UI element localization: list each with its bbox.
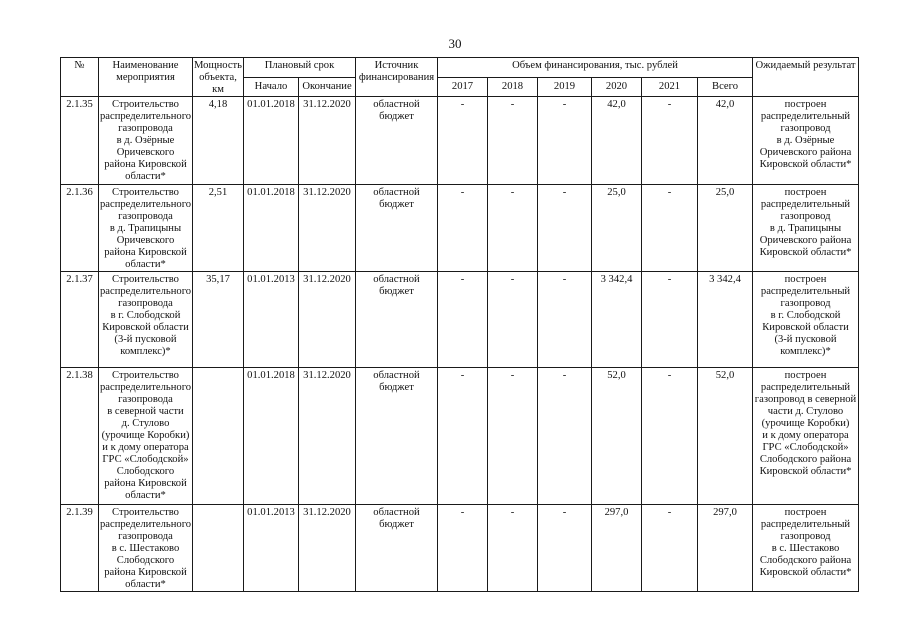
header-capacity: Мощность объекта, км [193, 58, 244, 97]
cell-start-date: 01.01.2018 [244, 97, 299, 185]
cell-number: 2.1.35 [61, 97, 99, 185]
cell-source: областной бюджет [356, 272, 438, 368]
page-number: 30 [448, 36, 462, 51]
cell-name: Строительство распределительного газопровода в г. Слободской Кировской области (3-й пусковой комплекс)* [99, 272, 193, 368]
table-row [61, 185, 859, 272]
cell-2021: - [642, 505, 698, 592]
cell-2019: - [538, 505, 592, 592]
cell-2017: - [438, 505, 488, 592]
cell-2021: - [642, 185, 698, 272]
cell-end-date: 31.12.2020 [299, 368, 356, 505]
cell-result: построен распределительный газопровод в г. Слободской Кировской области (3-й пусковой комплекс)* [753, 272, 859, 368]
cell-start-date: 01.01.2013 [244, 505, 299, 592]
cell-source: областной бюджет [356, 185, 438, 272]
header-end-date: Окончание [299, 78, 356, 97]
cell-2017: - [438, 97, 488, 185]
cell-number: 2.1.38 [61, 368, 99, 505]
cell-number: 2.1.37 [61, 272, 99, 368]
table-row [61, 97, 859, 185]
cell-2019: - [538, 368, 592, 505]
table-row [61, 505, 859, 592]
cell-source: областной бюджет [356, 505, 438, 592]
cell-end-date: 31.12.2020 [299, 505, 356, 592]
cell-result: построен распределительный газопровод в с. Шестаково Слободского района Кировской области* [753, 505, 859, 592]
table-header [61, 58, 859, 97]
cell-2017: - [438, 272, 488, 368]
header-source: Источник финансирования [356, 58, 438, 97]
cell-total: 52,0 [698, 368, 753, 505]
cell-2018: - [488, 185, 538, 272]
cell-2020: 25,0 [592, 185, 642, 272]
cell-total: 42,0 [698, 97, 753, 185]
cell-2020: 297,0 [592, 505, 642, 592]
cell-2020: 42,0 [592, 97, 642, 185]
cell-name: Строительство распределительного газопровода в д. Трапицыны Оричевского района Кировской области* [99, 185, 193, 272]
cell-source: областной бюджет [356, 97, 438, 185]
cell-2019: - [538, 272, 592, 368]
cell-number: 2.1.36 [61, 185, 99, 272]
cell-number: 2.1.39 [61, 505, 99, 592]
header-start-date: Начало [244, 78, 299, 97]
cell-capacity [193, 505, 244, 592]
cell-capacity: 2,51 [193, 185, 244, 272]
cell-2017: - [438, 368, 488, 505]
header-total: Всего [698, 78, 753, 97]
cell-2019: - [538, 185, 592, 272]
header-year-2018: 2018 [488, 78, 538, 97]
cell-start-date: 01.01.2018 [244, 368, 299, 505]
header-year-2019: 2019 [538, 78, 592, 97]
cell-result: построен распределительный газопровод в северной части д. Стулово (урочище Коробки) и к дому оператора ГРС «Слободской» Слободского района Кировской области* [753, 368, 859, 505]
table-body [61, 97, 859, 592]
header-year-2017: 2017 [438, 78, 488, 97]
header-year-2020: 2020 [592, 78, 642, 97]
table-row [61, 368, 859, 505]
header-year-2021: 2021 [642, 78, 698, 97]
table-row [61, 272, 859, 368]
cell-source: областной бюджет [356, 368, 438, 505]
cell-2019: - [538, 97, 592, 185]
cell-2020: 52,0 [592, 368, 642, 505]
cell-2017: - [438, 185, 488, 272]
cell-name: Строительство распределительного газопровода в д. Озёрные Оричевского района Кировской области* [99, 97, 193, 185]
cell-total: 297,0 [698, 505, 753, 592]
header-funding: Объем финансирования, тыс. рублей [438, 58, 753, 78]
cell-2020: 3 342,4 [592, 272, 642, 368]
cell-name: Строительство распределительного газопровода в с. Шестаково Слободского района Кировской области* [99, 505, 193, 592]
header-number: № [61, 58, 99, 97]
cell-end-date: 31.12.2020 [299, 272, 356, 368]
cell-2021: - [642, 272, 698, 368]
cell-start-date: 01.01.2018 [244, 185, 299, 272]
cell-2018: - [488, 368, 538, 505]
header-row [61, 58, 859, 78]
cell-end-date: 31.12.2020 [299, 185, 356, 272]
cell-start-date: 01.01.2013 [244, 272, 299, 368]
cell-name: Строительство распределительного газопровода в северной части д. Стулово (урочище Коробки) и к дому оператора ГРС «Слободской» Слободского района Кировской области* [99, 368, 193, 505]
cell-end-date: 31.12.2020 [299, 97, 356, 185]
cell-2018: - [488, 272, 538, 368]
cell-total: 25,0 [698, 185, 753, 272]
cell-capacity [193, 368, 244, 505]
cell-2021: - [642, 368, 698, 505]
cell-2018: - [488, 97, 538, 185]
header-result: Ожидаемый результат [753, 58, 859, 97]
cell-capacity: 4,18 [193, 97, 244, 185]
header-planned-term: Плановый срок [244, 58, 356, 78]
funding-table [60, 57, 859, 592]
cell-result: построен распределительный газопровод в д. Трапицыны Оричевского района Кировской области* [753, 185, 859, 272]
cell-result: построен распределительный газопровод в д. Озёрные Оричевского района Кировской области* [753, 97, 859, 185]
cell-2018: - [488, 505, 538, 592]
cell-2021: - [642, 97, 698, 185]
header-name: Наименование мероприятия [99, 58, 193, 97]
cell-capacity: 35,17 [193, 272, 244, 368]
cell-total: 3 342,4 [698, 272, 753, 368]
